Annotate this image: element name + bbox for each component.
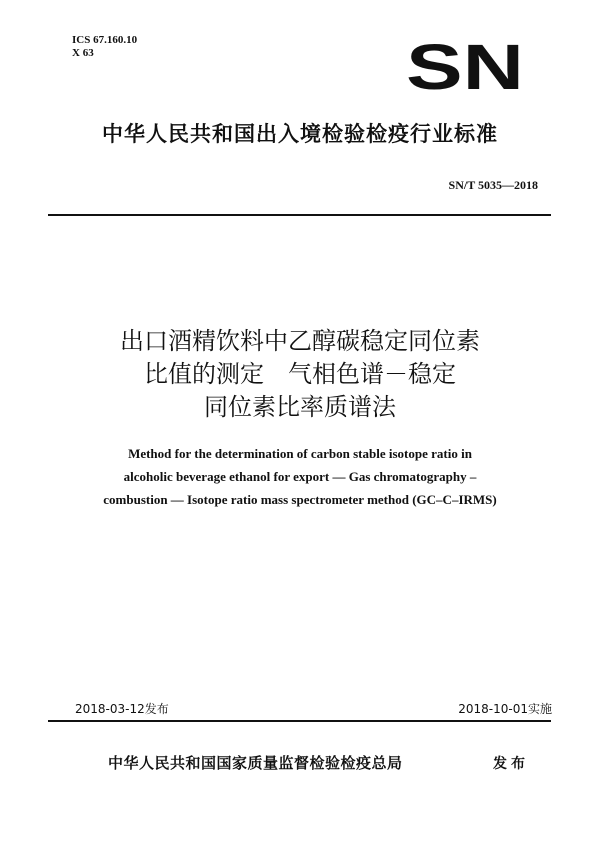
classification-code: X 63 xyxy=(72,47,94,59)
top-divider xyxy=(48,214,551,216)
sn-logo xyxy=(405,40,525,92)
document-title-zh xyxy=(0,325,600,424)
title-zh-line: 比值的测定 气相色谱－稳定 xyxy=(144,360,456,388)
ics-code: ICS 67.160.10 xyxy=(72,34,138,46)
classification-codes xyxy=(72,34,137,60)
publisher-name: 中华人民共和国国家质量监督检验检疫总局 xyxy=(108,754,403,772)
title-zh-line: 同位素比率质谱法 xyxy=(204,393,396,421)
title-en-line: Method for the determination of carbon stable isotope ratio in xyxy=(128,446,472,461)
publish-label: 发布 xyxy=(493,756,529,772)
standard-number: SN/T 5035—2018 xyxy=(448,178,538,192)
sn-logo-text: SN xyxy=(406,40,524,92)
title-en-line: combustion — Isotope ratio mass spectrometer method (GC–C–IRMS) xyxy=(103,492,497,507)
issue-date: 2018-03-12发布 xyxy=(75,702,169,716)
title-zh-line: 出口酒精饮料中乙醇碳稳定同位素 xyxy=(120,327,480,355)
document-title-en xyxy=(0,442,600,511)
bottom-divider xyxy=(48,720,551,722)
implementation-date: 2018-10-01实施 xyxy=(458,702,552,716)
standard-category-title: 中华人民共和国出入境检验检疫行业标准 xyxy=(102,122,498,146)
title-en-line: alcoholic beverage ethanol for export — Gas chromatography – xyxy=(123,469,477,484)
